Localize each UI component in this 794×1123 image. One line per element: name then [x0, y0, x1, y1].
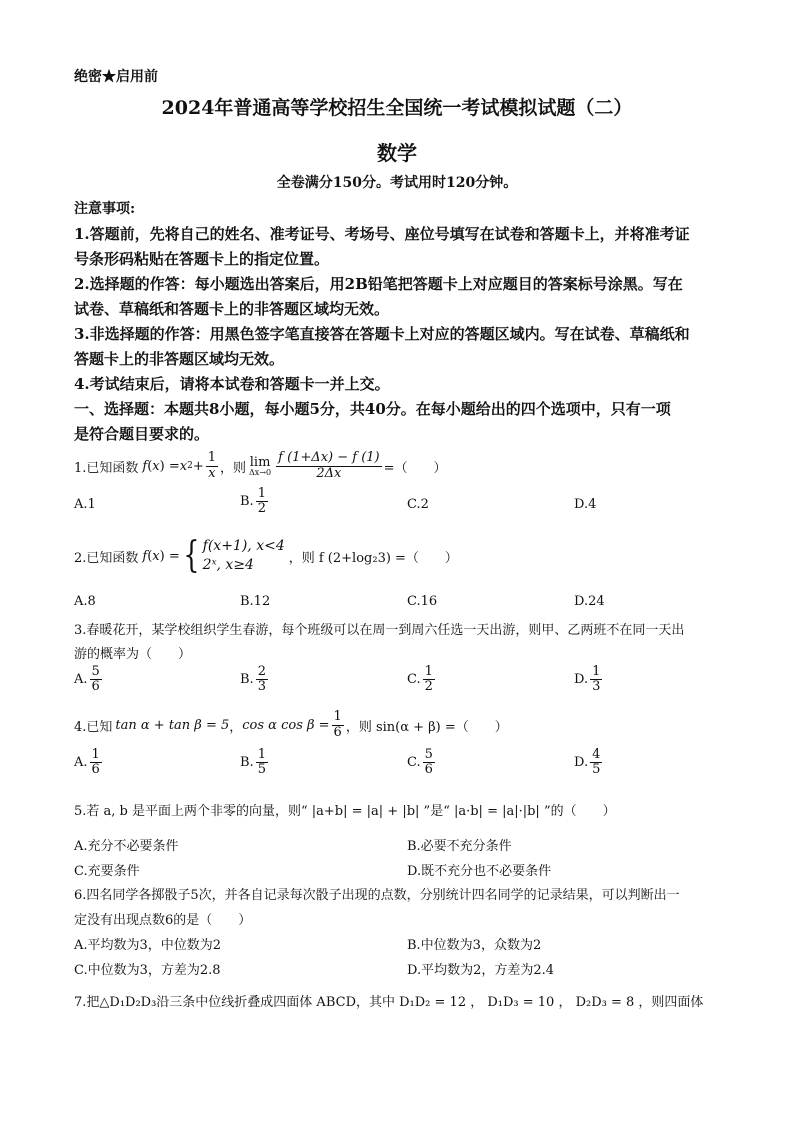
q1-option-a[interactable]: A.1: [74, 497, 96, 512]
q4-prefix: 4.已知: [74, 719, 113, 735]
q4-option-a[interactable]: A. $\frac{1}{6}$: [74, 747, 100, 778]
q1-option-d[interactable]: D.4: [574, 497, 597, 512]
q5-stem: 5.若 a, b 是平面上两个非零的向量，则“ |a+b| = |a| + |b| ”是“ |a·b| = |a|·|b| ”的（ ）: [74, 804, 616, 819]
q6-option-b[interactable]: B.中位数为3，众数为2: [407, 938, 542, 953]
subject-title: 数学: [377, 141, 417, 165]
note-3-line-1: 3.非选择题的作答：用黑色签字笔直接答在答题卡上对应的答题区域内。写在试卷、草稿纸和: [74, 325, 690, 343]
note-2-line-2: 试卷、草稿纸和答题卡上的非答题区域均无效。: [74, 300, 390, 318]
q3-line-2: 游的概率为（ ）: [74, 647, 192, 662]
q2-option-b[interactable]: B.12: [240, 594, 271, 609]
q1-option-b[interactable]: B. $\frac{1}{2}$: [240, 486, 266, 517]
notes-heading: 注意事项:: [74, 201, 136, 217]
q5-option-d[interactable]: D.既不充分也不必要条件: [407, 864, 552, 879]
q5-option-c[interactable]: C.充要条件: [74, 864, 140, 879]
q2-option-c[interactable]: C.16: [407, 594, 438, 609]
q6-line-2: 定没有出现点数6的是（ ）: [74, 913, 252, 928]
q6-option-a[interactable]: A.平均数为3，中位数为2: [74, 938, 222, 953]
q7-line-1: 7.把△D₁D₂D₃沿三条中位线折叠成四面体 ABCD，其中 D₁D₂ = 12 ， D₁D₃ = 10 ， D₂D₃ = 8 ，则四面体: [74, 995, 704, 1010]
q3-line-1: 3.春暖花开，某学校组织学生春游，每个班级可以在周一到周六任选一天出游，则甲、乙两班不在同一天出: [74, 623, 685, 638]
note-3-line-2: 答题卡上的非答题区域均无效。: [74, 350, 285, 368]
q3-option-b[interactable]: B. $\frac{2}{3}$: [240, 664, 266, 695]
secret-label: 绝密★启用前: [74, 69, 158, 85]
note-1-line-2: 号条形码粘贴在答题卡上的指定位置。: [74, 250, 330, 268]
q2-case-1: f(x+1), x<4: [202, 538, 285, 555]
q1-option-c[interactable]: C.2: [407, 497, 429, 512]
q6-option-c[interactable]: C.中位数为3，方差为2.8: [74, 963, 221, 978]
q1-mid: ，则: [220, 460, 247, 476]
section-1-line-1: 一、选择题：本题共8小题，每小题5分，共40分。在每小题给出的四个选项中，只有一项: [74, 400, 671, 418]
q2-option-d[interactable]: D.24: [574, 594, 605, 609]
q1-denominator: 2Δx: [316, 465, 342, 481]
question-1: 1.已知函数 f ( x ) = x 2 + $\frac{1}{x}$ ，则 lim Δx→0 $\frac{f (1+\Delta x) - f (1)}{2\Delta x}$ =（ ）: [74, 450, 447, 481]
q4-option-b[interactable]: B. $\frac{1}{5}$: [240, 747, 266, 778]
q1-suffix: =（ ）: [383, 460, 447, 476]
q5-option-b[interactable]: B.必要不充分条件: [407, 839, 512, 854]
q3-option-c[interactable]: C. $\frac{1}{2}$: [407, 664, 433, 695]
q4-expr-2: cos α cos β =: [242, 717, 330, 733]
q5-option-a[interactable]: A.充分不必要条件: [74, 839, 179, 854]
q3-option-a[interactable]: A. $\frac{5}{6}$: [74, 664, 100, 695]
exam-info: 全卷满分150分。考试用时120分钟。: [276, 175, 518, 191]
q4-option-c[interactable]: C. $\frac{5}{6}$: [407, 747, 433, 778]
q1-numerator: f (1+Δx) − f (1): [278, 450, 380, 466]
q1-lim-subscript: Δx→0: [249, 467, 272, 477]
q6-line-1: 6.四名同学各掷骰子5次，并各自记录每次骰子出现的点数，分别统计四名同学的记录结果，可以判断出一: [74, 888, 680, 903]
q6-option-d[interactable]: D.平均数为2，方差为2.4: [407, 963, 555, 978]
note-1-line-1: 1.答题前，先将自己的姓名、准考证号、考场号、座位号填写在试卷和答题卡上，并将准考证: [74, 225, 690, 243]
q4-suffix: ，则 sin(α + β) =（ ）: [345, 719, 508, 735]
question-2: 2.已知函数 f ( x ) = { f(x+1), x<4 2ˣ, x≥4 ，则 f (2+log₂3) =（ ）: [74, 535, 458, 576]
q2-option-a[interactable]: A.8: [74, 594, 96, 609]
note-4-line-1: 4.考试结束后，请将本试卷和答题卡一并上交。: [74, 375, 390, 393]
q4-expr-1: tan α + tan β = 5: [115, 717, 230, 733]
exam-title: 2024年普通高等学校招生全国统一考试模拟试题（二）: [161, 97, 633, 119]
q2-case-2: 2ˣ, x≥4: [202, 557, 254, 573]
question-4: 4.已知 tan α + tan β = 5 ， cos α cos β = $\frac{1}{6}$ ，则 sin(α + β) =（ ）: [74, 709, 508, 740]
section-1-line-2: 是符合题目要求的。: [74, 425, 210, 443]
q2-suffix: ，则 f (2+log₂3) =（ ）: [288, 550, 458, 566]
q4-option-d[interactable]: D. $\frac{4}{5}$: [574, 747, 601, 778]
q3-option-d[interactable]: D. $\frac{1}{3}$: [574, 664, 601, 695]
q2-prefix: 2.已知函数: [74, 550, 139, 566]
note-2-line-1: 2.选择题的作答：每小题选出答案后，用2B铅笔把答题卡上对应题目的答案标号涂黑。写在: [74, 275, 683, 293]
q1-prefix: 1.已知函数: [74, 460, 139, 476]
